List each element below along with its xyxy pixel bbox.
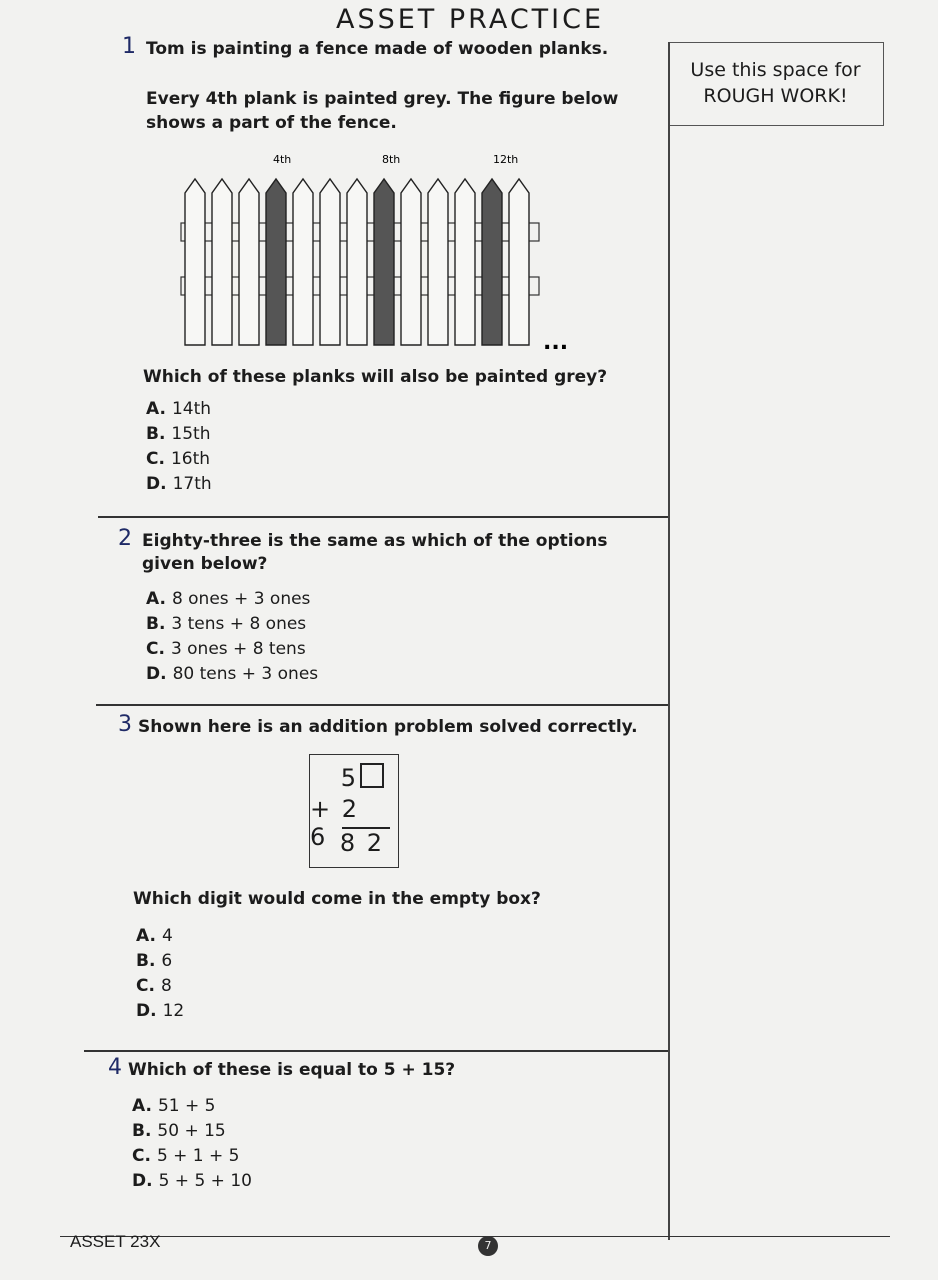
question-1-number: 1 xyxy=(122,34,136,59)
option-4d[interactable] xyxy=(132,1169,252,1194)
option-text: 3 ones + 8 tens xyxy=(170,639,306,659)
option-letter: D. xyxy=(136,1001,157,1021)
question-1-text-1: Tom is painting a fence made of wooden planks. xyxy=(146,39,609,59)
option-2a[interactable] xyxy=(146,587,318,612)
question-3-text-1: Shown here is an addition problem solved correctly. xyxy=(138,717,638,737)
option-letter: D. xyxy=(146,664,167,684)
option-letter: C. xyxy=(146,449,165,469)
divider-1 xyxy=(98,516,668,518)
fence-plank xyxy=(293,179,313,345)
option-letter: B. xyxy=(146,614,166,634)
option-text: 3 tens + 8 ones xyxy=(171,614,307,634)
option-letter: C. xyxy=(146,639,165,659)
fence-plank-grey xyxy=(482,179,502,345)
option-letter: A. xyxy=(146,589,166,609)
option-4a[interactable] xyxy=(132,1094,252,1119)
fence-plank xyxy=(320,179,340,345)
question-1-prompt: Which of these planks will also be painted grey? xyxy=(143,367,608,387)
option-2b[interactable] xyxy=(146,612,318,637)
option-letter: C. xyxy=(136,976,155,996)
question-4-text-1: Which of these is equal to 5 + 15? xyxy=(128,1060,456,1080)
option-letter: B. xyxy=(132,1121,152,1141)
option-text: 6 xyxy=(161,951,173,971)
divider-2 xyxy=(96,704,668,706)
fence-plank xyxy=(455,179,475,345)
option-letter: D. xyxy=(132,1171,153,1191)
option-text: 14th xyxy=(171,399,212,419)
option-text: 5 + 1 + 5 xyxy=(156,1146,240,1166)
option-text: 16th xyxy=(170,449,211,469)
option-text: 8 ones + 3 ones xyxy=(171,589,311,609)
question-2-number: 2 xyxy=(118,526,132,551)
fence-plank xyxy=(239,179,259,345)
sum-addend: + 2 6 xyxy=(310,795,360,851)
option-3c[interactable] xyxy=(136,974,184,999)
option-text: 15th xyxy=(171,424,211,444)
fence-plank xyxy=(401,179,421,345)
option-1c[interactable] xyxy=(146,447,212,472)
rough-work-label-2: ROUGH WORK! xyxy=(703,85,848,107)
option-letter: A. xyxy=(132,1096,152,1116)
option-text: 51 + 5 xyxy=(157,1096,216,1116)
question-2-text-1: Eighty-three is the same as which of the options xyxy=(142,531,608,551)
option-1a[interactable] xyxy=(146,397,212,422)
question-2-options xyxy=(146,587,318,687)
rough-work-label-1: Use this space for xyxy=(690,59,861,81)
question-2 xyxy=(118,526,132,551)
fence-label-4th: 4th xyxy=(273,153,292,166)
page-title: ASSET PRACTICE xyxy=(336,4,605,35)
question-4-options xyxy=(132,1094,252,1194)
question-3-number: 3 xyxy=(118,712,132,737)
addition-problem xyxy=(309,754,399,868)
fence-ellipsis: ... xyxy=(543,330,569,355)
option-text: 80 tens + 3 ones xyxy=(172,664,319,684)
question-1 xyxy=(122,34,136,59)
option-text: 17th xyxy=(172,474,212,494)
fence-plank xyxy=(347,179,367,345)
footer-rule xyxy=(60,1236,890,1237)
option-4b[interactable] xyxy=(132,1119,252,1144)
question-1-options xyxy=(146,397,212,497)
option-letter: D. xyxy=(146,474,167,494)
rough-work-box xyxy=(668,42,884,126)
fence-plank xyxy=(185,179,205,345)
option-text: 5 + 5 + 10 xyxy=(158,1171,252,1191)
option-text: 8 xyxy=(160,976,172,996)
option-1d[interactable] xyxy=(146,472,212,497)
question-3-prompt: Which digit would come in the empty box? xyxy=(133,889,541,909)
option-2d[interactable] xyxy=(146,662,318,687)
option-1b[interactable] xyxy=(146,422,212,447)
fence-label-12th: 12th xyxy=(493,153,519,166)
option-text: 12 xyxy=(162,1001,185,1021)
question-1-text-2: Every 4th plank is painted grey. The figure below xyxy=(146,89,619,109)
divider-3 xyxy=(84,1050,668,1052)
question-3 xyxy=(118,712,132,737)
rough-work-divider xyxy=(668,42,670,1240)
option-letter: C. xyxy=(132,1146,151,1166)
fence-plank-grey xyxy=(374,179,394,345)
option-2c[interactable] xyxy=(146,637,318,662)
option-3b[interactable] xyxy=(136,949,184,974)
fence-plank xyxy=(428,179,448,345)
option-3a[interactable] xyxy=(136,924,184,949)
fence-plank-grey xyxy=(266,179,286,345)
sum-result: 8 2 xyxy=(339,829,384,857)
option-3d[interactable] xyxy=(136,999,184,1024)
option-text: 4 xyxy=(161,926,173,946)
option-letter: B. xyxy=(146,424,166,444)
option-letter: B. xyxy=(136,951,156,971)
sum-top-digit: 5 xyxy=(340,764,358,792)
footer-code: ASSET 23X xyxy=(70,1232,161,1251)
fence-label-8th: 8th xyxy=(382,153,401,166)
page-number: 7 xyxy=(478,1236,498,1256)
question-2-text-2: given below? xyxy=(142,554,268,574)
fence-plank xyxy=(212,179,232,345)
option-letter: A. xyxy=(136,926,156,946)
question-4 xyxy=(108,1055,122,1080)
fence-plank xyxy=(509,179,529,345)
empty-box xyxy=(360,763,384,788)
option-letter: A. xyxy=(146,399,166,419)
question-3-options xyxy=(136,924,184,1024)
option-4c[interactable] xyxy=(132,1144,252,1169)
question-4-number: 4 xyxy=(108,1055,122,1080)
option-text: 50 + 15 xyxy=(157,1121,226,1141)
fence-figure xyxy=(175,145,595,360)
question-1-text-3: shows a part of the fence. xyxy=(146,113,397,133)
